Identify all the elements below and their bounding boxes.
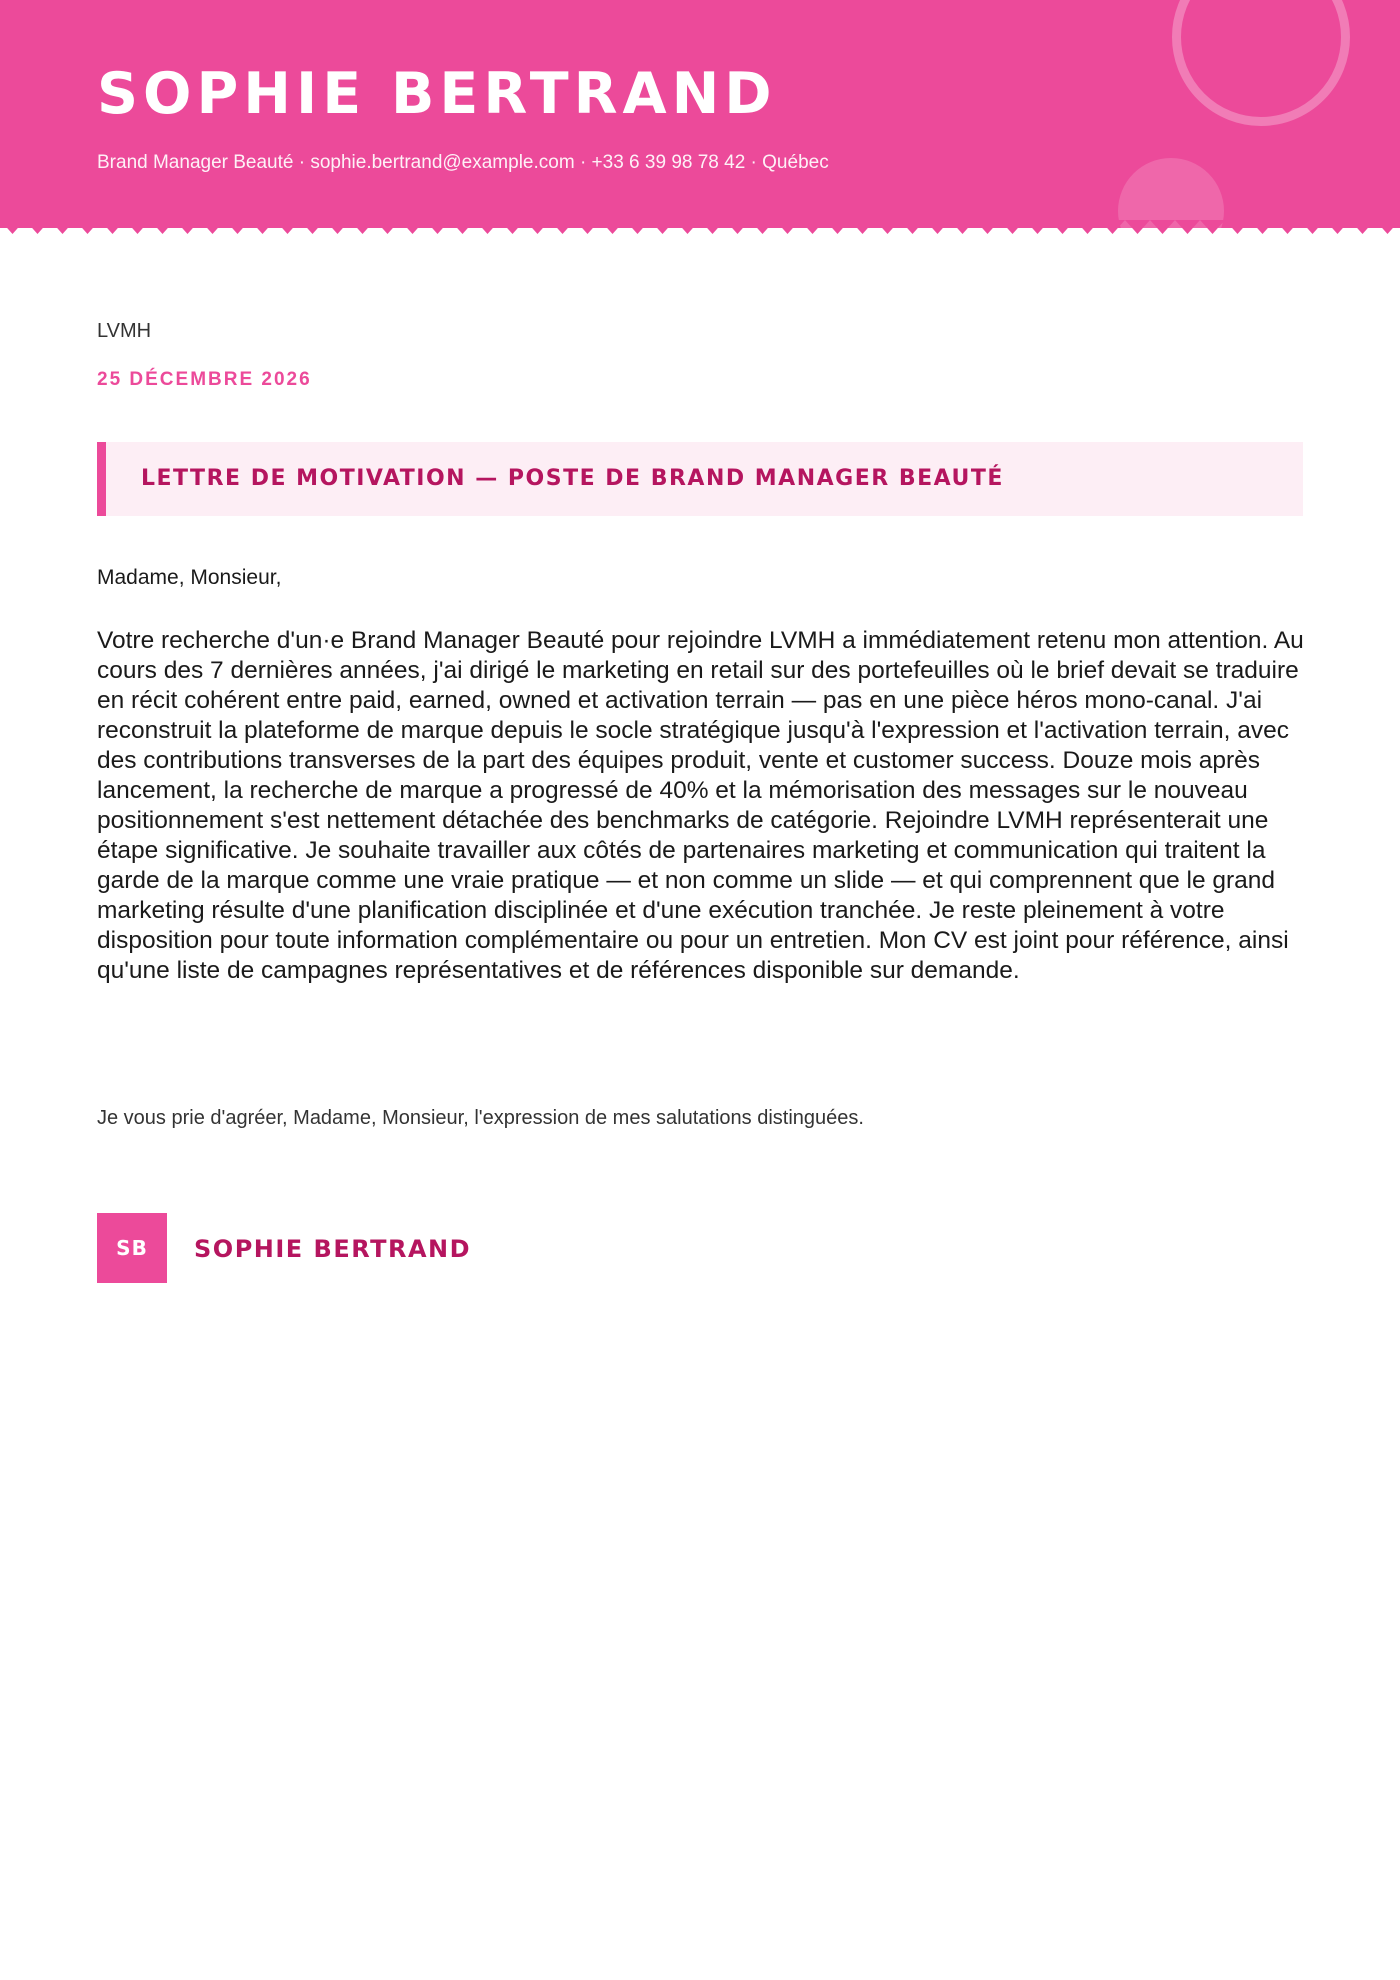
letter-body: Votre recherche d'un·e Brand Manager Beauté pour rejoindre LVMH a immédiatement retenu mon attention. Au cours des 7 dernières années, j'ai dirigé le marketing en retail sur des portefeuilles où le brief devait se traduire en récit cohérent entre paid, earned, owned et activation terrain — pas en une pièce héros mono-canal. J'ai reconstruit la plateforme de marque depuis le socle stratégique jusqu'à l'expression et l'activation terrain, avec des contributions transverses de la part des équipes produit, vente et customer success. Douze mois après lancement, la recherche de marque a progressé de 40% et la mémorisation des messages sur le nouveau positionnement s'est nettement détachée des benchmarks de catégorie. Rejoindre LVMH représenterait une étape significative. Je souhaite travailler aux côtés de partenaires marketing et communication qui traitent la garde de la marque comme une vraie pratique — et non comme un slide — et qui comprennent que le grand marketing résulte d'une planification disciplinée et d'une exécution tranchée. Je reste pleinement à votre disposition pour toute information complémentaire ou pour un entretien. Mon CV est joint pour référence, ainsi qu'une liste de campagnes représentatives et de références disponible sur demande.	[97, 627, 1304, 984]
recipient-company: LVMH	[97, 320, 152, 342]
decorative-ring	[1172, 0, 1350, 126]
salutation: Madame, Monsieur,	[97, 566, 282, 589]
header-zigzag-edge	[0, 220, 1400, 244]
signature-initials-badge: SB	[97, 1213, 167, 1283]
letter-date: 25 DÉCEMBRE 2026	[97, 369, 312, 390]
sender-name: SOPHIE BERTRAND	[97, 61, 777, 127]
subject-banner	[97, 442, 1303, 516]
subject-line: LETTRE DE MOTIVATION — POSTE DE BRAND MANAGER BEAUTÉ	[141, 466, 1004, 491]
signature-name: SOPHIE BERTRAND	[194, 1235, 472, 1263]
sender-contact-line: Brand Manager Beauté · sophie.bertrand@example.com · +33 6 39 98 78 42 · Québec	[97, 152, 829, 173]
decorative-circle	[1118, 158, 1224, 228]
closing-formula: Je vous prie d'agréer, Madame, Monsieur, l'expression de mes salutations distinguées.	[97, 1107, 864, 1129]
letter-header	[0, 0, 1400, 228]
